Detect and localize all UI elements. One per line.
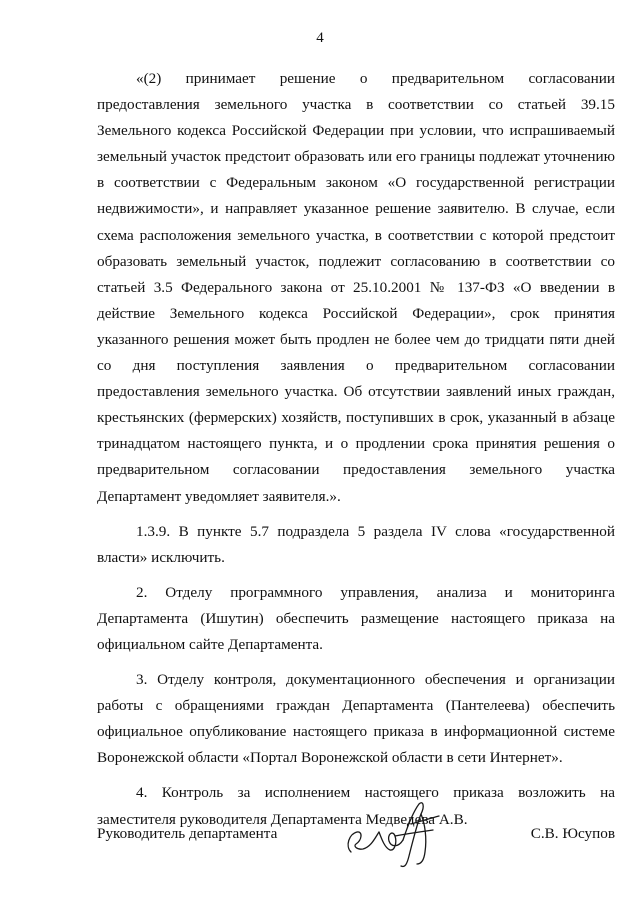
signer-title: Руководитель департамента [97, 825, 278, 842]
paragraph-clause-1-3-9: 1.3.9. В пункте 5.7 подраздела 5 раздела IV слова «государственной власти» исключить. [97, 522, 615, 566]
paragraph-amendment-text: «(2) принимает решение о предварительном согласовании предоставления земельного участка в соответствии со статьей 39.15 Земельного кодекса Российской Федерации при условии, что испрашиваемый земельный участок предстоит образовать или его границы подлежат уточнению в соответствии с Федеральным законом «О государственной регистрации недвижимости», и направляет указанное решение заявителю. В случае, если схема расположения земельного участка, в соответствии с которой предстоит образовать земельный участок, подлежит согласованию в соответствии со статьей 3.5 Федерального закона от 25.10.2001 № 137-ФЗ «О введении в действие Земельного кодекса Российской Федерации», срок принятия указанного решения может быть продлен не более чем до тридцати пяти дней со дня поступления заявления о предварительном согласовании предоставления земельного участка. Об отсутствии заявлений иных граждан, крестьянских (фермерских) хозяйств, поступивших в срок, указанный в абзаце тринадцатом настоящего пункта, и о продлении срока принятия решения о предварительном согласовании предоставления земельного участка Департамент уведомляет заявителя.». [97, 70, 615, 505]
paragraph-clause-2: 2. Отделу программного управления, анализа и мониторинга Департамента (Ишутин) обеспечить размещение настоящего приказа на официальном сайте Департамента. [97, 583, 615, 653]
signer-name: С.В. Юсупов [530, 825, 615, 842]
paragraph-clause-3: 3. Отделу контроля, документационного обеспечения и организации работы с обращениями граждан Департамента (Пантелеева) обеспечить официальное опубликование настоящего приказа в информационной системе Воронежской области «Портал Воронежской области в сети Интернет». [97, 671, 615, 767]
handwritten-signature [335, 794, 455, 874]
page-number: 4 [316, 30, 324, 46]
signature-block [97, 818, 615, 878]
paragraph-clause-4: 4. Контроль за исполнением настоящего приказа возложить на заместителя руководителя Департамента Медведева А.В. [97, 784, 615, 828]
document-body [97, 66, 615, 833]
